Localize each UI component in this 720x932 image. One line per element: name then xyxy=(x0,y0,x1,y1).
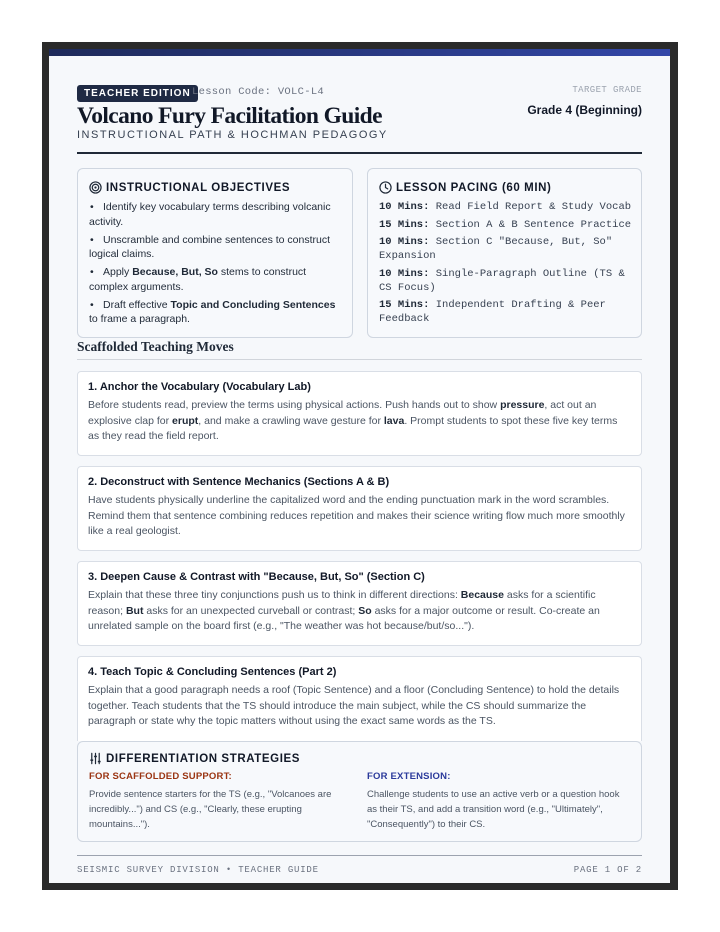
pacing-row xyxy=(379,235,635,263)
differentiation-card xyxy=(77,741,642,842)
objective-text: Apply xyxy=(103,266,133,278)
objective-text: Unscramble and combine sentences to construct logical claims. xyxy=(89,233,331,260)
pacing-task: Section A & B Sentence Practice xyxy=(435,218,632,231)
sliders-icon xyxy=(89,752,102,765)
pacing-heading-text: LESSON PACING (60 MIN) xyxy=(396,181,552,194)
key-term: So xyxy=(358,604,372,617)
footer-divider xyxy=(77,855,642,856)
objective-item xyxy=(89,265,345,294)
pacing-card xyxy=(367,168,642,338)
objective-text: to frame a paragraph. xyxy=(89,313,190,325)
pacing-row xyxy=(379,267,635,295)
top-accent-bar xyxy=(49,49,670,56)
scaffolded-support-column xyxy=(89,771,344,832)
objective-text: Draft effective xyxy=(103,298,171,311)
teaching-moves-title: Scaffolded Teaching Moves xyxy=(77,339,234,354)
teaching-moves-divider xyxy=(77,359,642,360)
teaching-move-text xyxy=(88,398,631,445)
move-text-segment: Before students read, preview the terms using physical actions. Push hands out to show xyxy=(88,399,501,411)
clock-icon xyxy=(379,181,392,194)
header-divider xyxy=(77,152,642,154)
page-subtitle: INSTRUCTIONAL PATH & HOCHMAN PEDAGOGY xyxy=(77,129,388,141)
move-text-segment: , act out an explosive clap for xyxy=(88,399,597,427)
objective-item xyxy=(89,298,345,327)
target-grade-value: Grade 4 (Beginning) xyxy=(527,103,642,117)
target-icon xyxy=(89,181,102,194)
extension-column xyxy=(367,771,622,832)
objective-emphasis: Topic and Concluding Sentences xyxy=(170,298,336,311)
teaching-move-title: 2. Deconstruct with Sentence Mechanics (Sections A & B) xyxy=(88,476,390,488)
key-term: erupt xyxy=(172,414,199,427)
teacher-edition-badge: TEACHER EDITION xyxy=(77,85,198,102)
pacing-row xyxy=(379,218,635,232)
teaching-move-text xyxy=(88,493,631,540)
scaffolded-support-text: Provide sentence starters for the TS (e.g., "Volcanoes are incredibly...") and CS (e.g., "Clearly, these erupting mountains..."). xyxy=(89,789,332,830)
pacing-time: 10 Mins: xyxy=(379,267,430,280)
pacing-list xyxy=(379,200,635,330)
key-term: But xyxy=(125,604,144,617)
key-term: lava xyxy=(383,414,405,427)
objectives-heading xyxy=(89,181,290,194)
teaching-move-card xyxy=(77,656,642,741)
move-text-segment: Explain that a good paragraph needs a roof (Topic Sentence) and a floor (Concluding Sentence) to hold the details together. Teach students that the TS should introduce the main subject, while the CS should summarize the paragraph or state why the topic matters without using the exact same words as the TS. xyxy=(88,684,620,727)
teaching-move-card xyxy=(77,371,642,456)
objective-text: stems to construct complex arguments. xyxy=(89,266,307,293)
objective-item xyxy=(89,233,345,262)
extension-text: Challenge students to use an active verb or a question hook as their TS, and add a transition word (e.g., "Ultimately", "Consequently") to their CS. xyxy=(367,789,620,830)
pacing-heading xyxy=(379,181,551,194)
objective-item xyxy=(89,200,345,229)
pacing-task: Read Field Report & Study Vocab xyxy=(435,201,632,213)
pacing-row xyxy=(379,298,635,326)
pacing-time: 15 Mins: xyxy=(379,299,430,311)
lesson-code: Lesson Code: VOLC-L4 xyxy=(192,86,325,98)
pacing-time: 15 Mins: xyxy=(379,218,430,231)
teaching-move-card xyxy=(77,466,642,551)
pacing-task: Single-Paragraph Outline (TS & CS Focus) xyxy=(379,267,625,294)
key-term: Because xyxy=(460,589,504,601)
footer-page-number: PAGE 1 OF 2 xyxy=(573,865,642,875)
pacing-task: Independent Drafting & Peer Feedback xyxy=(379,299,606,325)
objectives-heading-text: INSTRUCTIONAL OBJECTIVES xyxy=(106,181,291,194)
teaching-move-title: 1. Anchor the Vocabulary (Vocabulary Lab) xyxy=(88,381,311,393)
page-title: Volcano Fury Facilitation Guide xyxy=(77,103,382,129)
pacing-task: Section C "Because, But, So" Expansion xyxy=(379,236,613,262)
target-grade-label: TARGET GRADE xyxy=(572,85,642,95)
move-text-segment: asks for an unexpected curveball or contrast; xyxy=(143,604,359,617)
objective-emphasis: Because, But, So xyxy=(132,266,218,278)
teaching-move-text xyxy=(88,588,631,635)
footer-division: SEISMIC SURVEY DIVISION • TEACHER GUIDE xyxy=(77,865,319,875)
differentiation-heading xyxy=(89,752,300,765)
teaching-move-card xyxy=(77,561,642,646)
pacing-time: 10 Mins: xyxy=(379,236,430,248)
teaching-move-text xyxy=(88,683,631,730)
objective-text: Identify key vocabulary terms describing volcanic activity. xyxy=(89,201,331,228)
objectives-list xyxy=(89,200,345,330)
move-text-segment: asks for a scientific reason; xyxy=(88,589,596,617)
move-text-segment: . Prompt students to spot these five key terms as they read the field report. xyxy=(88,414,618,442)
differentiation-heading-text: DIFFERENTIATION STRATEGIES xyxy=(106,752,301,765)
teaching-move-title: 3. Deepen Cause & Contrast with "Because, But, So" (Section C) xyxy=(88,571,425,583)
pacing-row xyxy=(379,200,635,214)
extension-label: FOR EXTENSION: xyxy=(367,771,451,782)
teaching-move-title: 4. Teach Topic & Concluding Sentences (Part 2) xyxy=(88,666,337,678)
move-text-segment: Have students physically underline the capitalized word and the ending punctuation mark in the word scrambles. Remind them that sentence combining reduces repetition and makes their science writing flow much more smoothly like a real geologist. xyxy=(88,494,625,537)
move-text-segment: , and make a crawling wave gesture for xyxy=(198,414,384,427)
move-text-segment: Explain that these three tiny conjunctions push us to think in different directions: xyxy=(88,589,461,601)
objectives-card xyxy=(77,168,353,338)
scaffolded-support-label: FOR SCAFFOLDED SUPPORT: xyxy=(89,771,232,782)
pacing-time: 10 Mins: xyxy=(379,201,430,213)
move-text-segment: asks for a major outcome or result. Co-create an unrelated sample on the board first (e.g., "The weather was hot because/but/so..."). xyxy=(88,604,600,632)
key-term: pressure xyxy=(500,399,545,411)
guide-page xyxy=(49,49,670,883)
